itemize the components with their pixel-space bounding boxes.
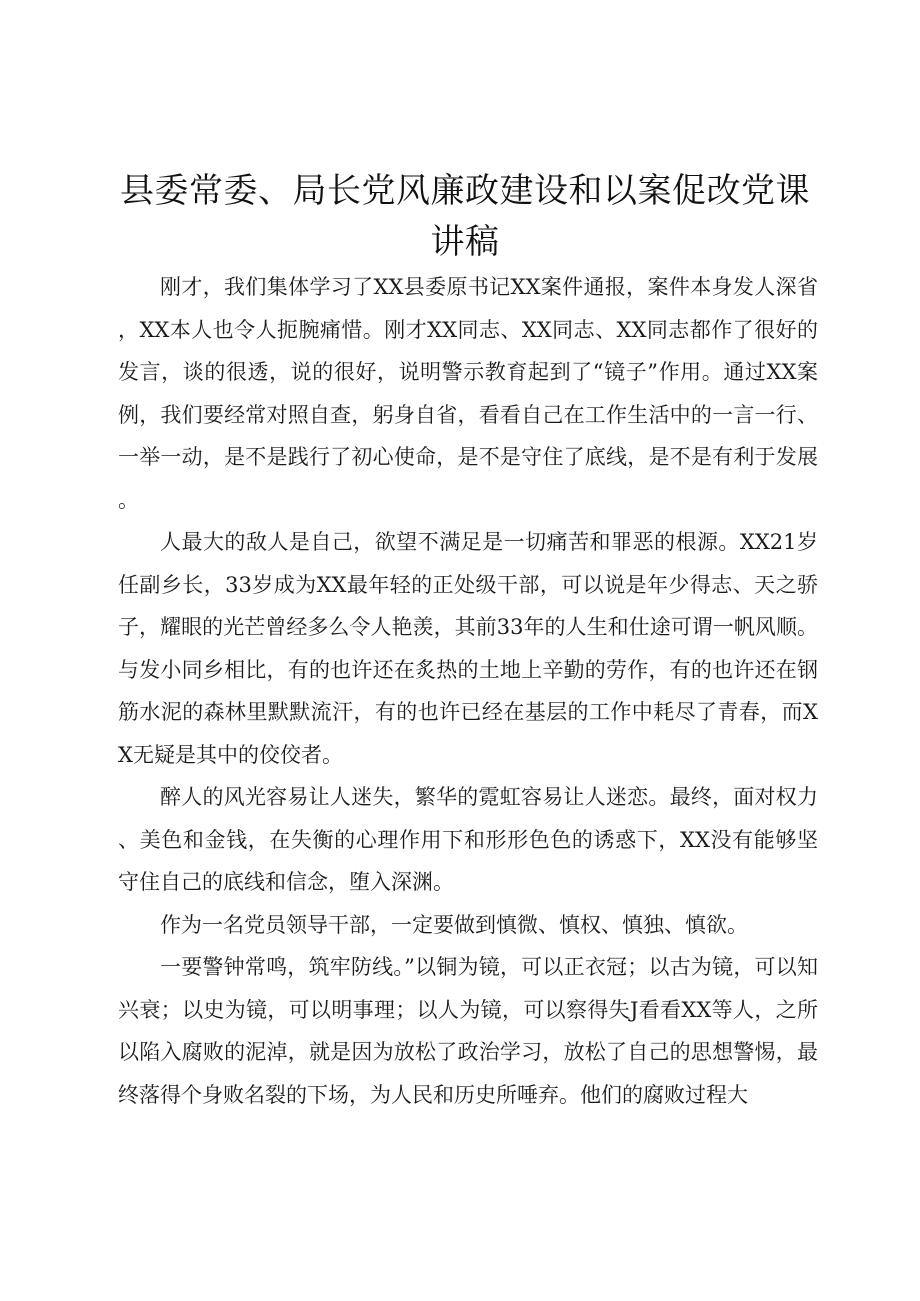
paragraph-4: 作为一名党员领导干部，一定要做到慎微、慎权、慎独、慎欲。	[160, 912, 748, 937]
document-body	[118, 266, 818, 1116]
title-line-1: 县委常委、局长党风廉政建设和以案促改党课	[120, 171, 810, 211]
title-line-2: 讲稿	[430, 222, 500, 262]
paragraph-3: 醉人的风光容易让人迷失，繁华的霓虹容易让人迷恋。最终，面对权力、美色和金钱，在失衡的心理作用下和形形色色的诱惑下，XX没有能够坚守住自己的底线和信念，堕入深渊。	[118, 785, 818, 894]
paragraph-2: 人最大的敌人是自己，欲望不满足是一切痛苦和罪恶的根源。XX21岁任副乡长，33岁成为XX最年轻的正处级干部，可以说是年少得志、天之骄子，耀眼的光芒曾经多么令人艳羡，其前33年的人生和仕途可谓一帆风顺。与发小同乡相比，有的也许还在炙热的土地上辛勤的劳作，有的也许还在钢筋水泥的森林里默默流汗，有的也许已经在基层的工作中耗尽了青春，而XX无疑是其中的佼佼者。	[118, 530, 818, 767]
paragraph-5: 一要警钟常鸣，筑牢防线。”以铜为镜，可以正衣冠；以古为镜，可以知兴衰；以史为镜，可以明事理；以人为镜，可以察得失J看看XX等人，之所以陷入腐败的泥淖，就是因为放松了政治学习，放松了自己的思想警惕，最终落得个身败名裂的下场，为人民和历史所唾弃。他们的腐败过程大	[118, 955, 818, 1107]
paragraph-1: 刚才，我们集体学习了XX县委原书记XX案件通报，案件本身发人深省，XX本人也令人扼腕痛惜。刚才XX同志、XX同志、XX同志都作了很好的发言，谈的很透，说的很好，说明警示教育起到了“镜子”作用。通过XX案例，我们要经常对照自查，躬身自省，看看自己在工作生活中的一言一行、一举一动，是不是践行了初心使命，是不是守住了底线，是不是有利于发展。	[118, 275, 818, 512]
document-title	[110, 166, 820, 268]
